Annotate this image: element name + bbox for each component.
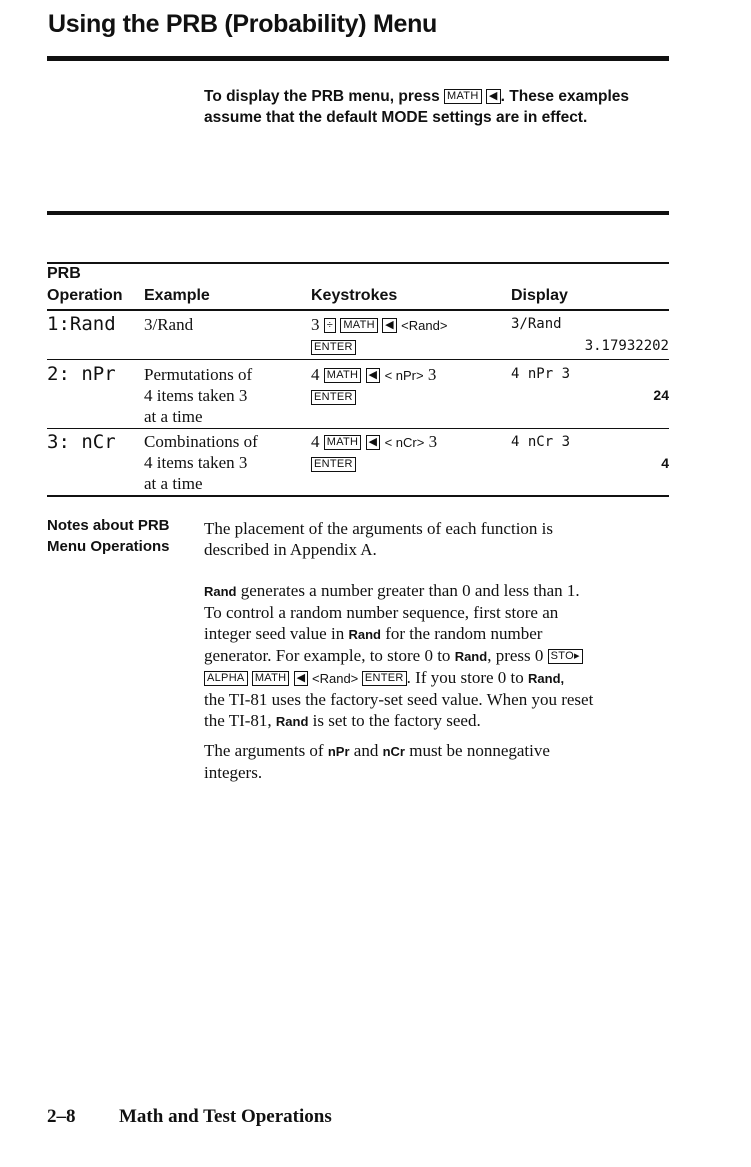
text: integer seed value in — [204, 624, 349, 643]
notes-heading — [47, 515, 170, 557]
row-rule — [47, 359, 669, 360]
section-name: Math and Test Operations — [119, 1106, 332, 1127]
example-line: at a time — [144, 407, 203, 426]
paragraph-line: integers. — [204, 763, 263, 782]
notes-heading-line: Menu Operations — [47, 538, 170, 555]
text: and — [349, 741, 383, 760]
display-rand-line: 3/Rand — [511, 316, 562, 332]
example-line: 4 items taken 3 — [144, 453, 248, 472]
enter-key: ENTER — [311, 390, 356, 405]
math-key: MATH — [324, 368, 362, 383]
paragraph-line: the TI-81 uses the factory-set seed value. When you reset — [204, 690, 594, 709]
example-line: Permutations of — [144, 365, 253, 384]
text: for the random number — [380, 624, 543, 643]
keyword: Rand — [204, 584, 237, 599]
example-ncr — [144, 431, 258, 494]
intro-line-1-end: . These examples — [500, 88, 630, 105]
display-rand-result: 3.17932202 — [584, 338, 669, 354]
menu-item: < nCr> — [384, 435, 425, 450]
left-arrow-key: ◀ — [382, 318, 397, 333]
page-footer — [47, 1106, 332, 1128]
page-number: 2–8 — [47, 1106, 76, 1127]
display-npr-result: 24 — [653, 387, 669, 403]
intro-text — [204, 86, 674, 128]
header-operation: Operation — [47, 287, 123, 304]
keyword: Rand — [275, 714, 309, 729]
notes-heading-line: Notes about PRB — [47, 517, 170, 534]
display-ncr-result: 4 — [661, 455, 669, 471]
digit: 3 — [428, 432, 438, 451]
keyword: nCr — [382, 744, 405, 759]
keystrokes-ncr-2 — [311, 453, 356, 474]
example-line: Combinations of — [144, 432, 258, 451]
page-title: Using the PRB (Probability) Menu — [48, 10, 438, 38]
enter-key: ENTER — [311, 340, 356, 355]
header-display: Display — [511, 287, 568, 304]
keyword: Rand — [454, 649, 488, 664]
alpha-key: ALPHA — [204, 671, 248, 686]
example-npr — [144, 364, 252, 427]
table-bottom-rule — [47, 495, 669, 497]
display-ncr-line: 4 nCr 3 — [511, 434, 571, 450]
display-npr-line: 4 nPr 3 — [511, 366, 571, 382]
math-key: MATH — [324, 435, 362, 450]
row-rule — [47, 428, 669, 429]
header-rule — [47, 309, 669, 311]
paragraph-line: described in Appendix A. — [204, 540, 377, 559]
enter-key: ENTER — [311, 457, 356, 472]
header-keystrokes: Keystrokes — [311, 287, 398, 304]
paragraph-line: The placement of the arguments of each function is — [204, 519, 554, 538]
paragraph-line — [204, 580, 674, 602]
header-prb: PRB — [47, 265, 81, 282]
example-rand: 3/Rand — [144, 315, 194, 334]
intro-line-2: assume that the default MODE settings are in effect. — [204, 109, 588, 126]
keyword: nPr — [327, 744, 350, 759]
intro-line-1: To display the PRB menu, press — [204, 88, 445, 105]
text: the TI-81, — [204, 711, 276, 730]
paragraph-line: To control a random number sequence, first store an — [204, 603, 559, 622]
text: generator. For example, to store 0 to — [204, 646, 455, 665]
menu-item: < nPr> — [384, 368, 424, 383]
text: , press 0 — [487, 646, 548, 665]
op-npr: 2: nPr — [47, 363, 116, 385]
text: must be nonnegative — [404, 741, 550, 760]
keystrokes-ncr — [311, 431, 437, 453]
text: . If you store 0 to — [406, 668, 529, 687]
keystrokes-rand — [311, 314, 447, 336]
menu-item: <Rand> — [401, 318, 448, 333]
paragraph-line — [204, 667, 674, 689]
math-key: MATH — [340, 318, 378, 333]
text: is set to the factory seed. — [308, 711, 481, 730]
paragraph-line — [204, 645, 674, 667]
left-arrow-key: ◀ — [294, 671, 309, 686]
text: The arguments of — [204, 741, 328, 760]
section-rule — [47, 211, 669, 215]
example-line: 4 items taken 3 — [144, 386, 248, 405]
paragraph-line — [204, 740, 674, 762]
paragraph-line — [204, 623, 674, 645]
left-arrow-key: ◀ — [366, 435, 381, 450]
digit: 3 — [311, 315, 320, 334]
title-rule — [47, 56, 669, 61]
notes-paragraph-3 — [204, 740, 674, 783]
example-line: at a time — [144, 474, 203, 493]
digit: 3 — [427, 365, 437, 384]
left-arrow-key: ◀ — [486, 89, 501, 104]
keystrokes-npr-2 — [311, 386, 356, 407]
sto-key: STO▸ — [548, 649, 583, 664]
menu-item: <Rand> — [308, 671, 362, 686]
table-top-rule — [47, 262, 669, 264]
enter-key: ENTER — [362, 671, 407, 686]
header-example: Example — [144, 287, 210, 304]
digit: 4 — [311, 365, 320, 384]
left-arrow-key: ◀ — [366, 368, 381, 383]
divide-key: ÷ — [324, 318, 336, 333]
notes-paragraph-2 — [204, 580, 674, 732]
keystrokes-rand-2 — [311, 336, 356, 357]
keyword: Rand, — [528, 671, 565, 686]
math-key: MATH — [252, 671, 290, 686]
op-ncr: 3: nCr — [47, 431, 116, 453]
notes-paragraph-1 — [204, 518, 674, 560]
paragraph-line — [204, 710, 674, 732]
text: generates a number greater than 0 and less than 1. — [236, 581, 580, 600]
keystrokes-npr — [311, 364, 436, 386]
digit: 4 — [311, 432, 320, 451]
op-rand: 1:Rand — [47, 313, 116, 335]
keyword: Rand — [348, 627, 381, 642]
math-key: MATH — [444, 89, 482, 104]
